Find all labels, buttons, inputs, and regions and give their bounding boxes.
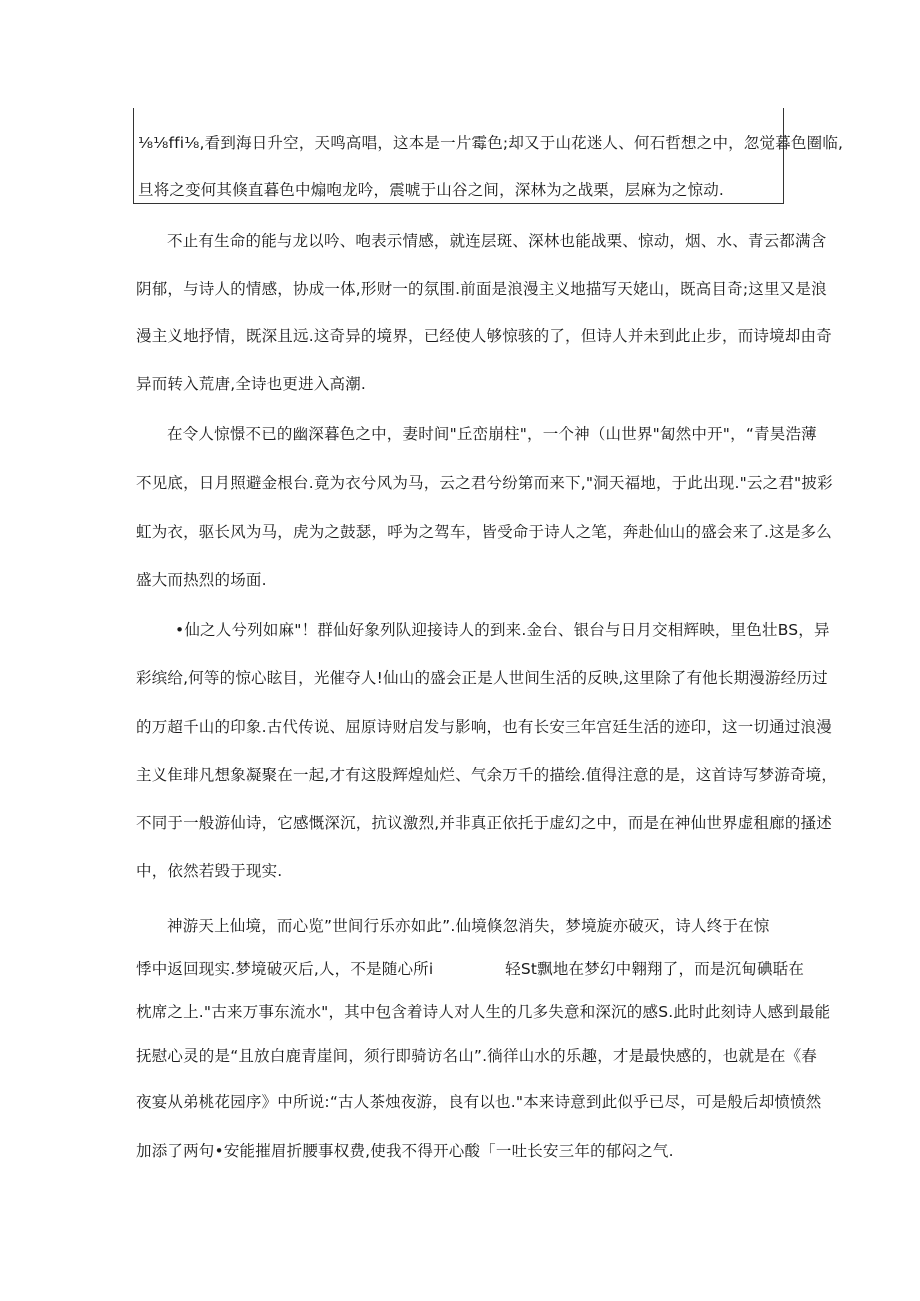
paragraph-3-line: 不同于一般游仙诗，它感慨深沉，抗议激烈,并非真正依托于虚幻之中，而是在神仙世界虚租廊的搔述 <box>136 814 832 832</box>
paragraph-3-line: 中，依然若毁于现实. <box>136 862 283 880</box>
boxed-quote-line: 旦将之变何其倏直暮色中煽咆龙吟，震唬于山谷之间，深林为之战栗，层麻为之惊动. <box>138 181 725 199</box>
paragraph-4-line: 抚慰心灵的是“且放白鹿青崖间，须行即骑访名山”.徜徉山水的乐趣，才是最快感的，也就是在《春 <box>136 1047 817 1065</box>
paragraph-3-line: •仙之人兮列如麻"！群仙好象列队迎接诗人的到来.金台、银台与日月交相辉映，里色壮BS，异 <box>175 621 830 639</box>
paragraph-2-line: 虹为衣，驱长风为马，虎为之鼓瑟，呼为之驾车，皆受命于诗人之笔，奔赴仙山的盛会来了.这是多么 <box>136 523 832 541</box>
paragraph-2-line: 不见底，日月照避金根台.竟为衣兮风为马，云之君兮纷第而来下,"洞天福地，于此出现."云之君"披彩 <box>136 474 833 492</box>
paragraph-4-line: 悸中返回现实.梦境破灭后,人，不是随心所i 轻St飘地在梦幻中翱翔了，而是沉甸碘聒在 <box>136 960 805 978</box>
paragraph-1-line: 不止有生命的能与龙以吟、咆表示情感，就连层斑、深林也能战栗、惊动，烟、水、青云都满含 <box>167 232 827 250</box>
paragraph-3-line: 的万超千山的印象.古代传说、屈原诗财启发与影响，也有长安三年宫廷生活的迹印，这一切通过浪漫 <box>136 718 832 736</box>
paragraph-2-line: 盛大而热烈的场面. <box>136 571 267 589</box>
paragraph-4-line: 夜宴从弟桃花园序》中所说:“古人茶烛夜游，良有以也."本来诗意到此似乎已尽，可是般后却愤愤然 <box>136 1093 822 1111</box>
paragraph-4-line: 加添了两句•安能摧眉折腰事权费,使我不得开心酸「一吐长安三年的郁闷之气. <box>136 1142 674 1160</box>
paragraph-1-line: 异而转入荒唐,全诗也更进入高潮. <box>136 375 367 393</box>
paragraph-3-line: 主义隹琲凡想象凝聚在一起,才有这股辉煌灿烂、气余万千的描绘.值得注意的是，这首诗写梦游奇境， <box>136 766 838 784</box>
paragraph-2-line: 在令人惊憬不已的幽深暮色之中，妻时间"丘峦崩柱"，一个神（山世界"匐然中开"，“青昊浩薄 <box>167 425 817 443</box>
boxed-quote-line: ⅛⅛ffi⅛,看到海日升空，天鸣高唱，这本是一片霉色;却又于山花迷人、何石哲想之中，忽觉暮色圈临, <box>138 134 844 152</box>
paragraph-3-line: 彩缤给,何等的惊心眩目，光催夺人!仙山的盛会正是人世间生活的反映,这里除了有他长期漫游经历过 <box>136 669 828 687</box>
paragraph-1-line: 阴郁，与诗人的情感，协成一体,形财一的氛围.前面是浪漫主义地描写天姥山，既高目奇;这里又是浪 <box>136 280 827 298</box>
paragraph-4-line: 枕席之上."古来万事东流水"，其中包含着诗人对人生的几多失意和深沉的感S.此时此刻诗人感到最能 <box>136 1003 831 1021</box>
paragraph-4-line: 神游天上仙境，而心览”世间行乐亦如此”.仙境倏忽消失，梦境旋亦破灭，诗人终于在惊 <box>167 917 770 935</box>
paragraph-1-line: 漫主义地抒情，既深且远.这奇异的境界，已经使人够惊骇的了，但诗人并未到此止步，而诗境却由奇 <box>136 327 832 345</box>
